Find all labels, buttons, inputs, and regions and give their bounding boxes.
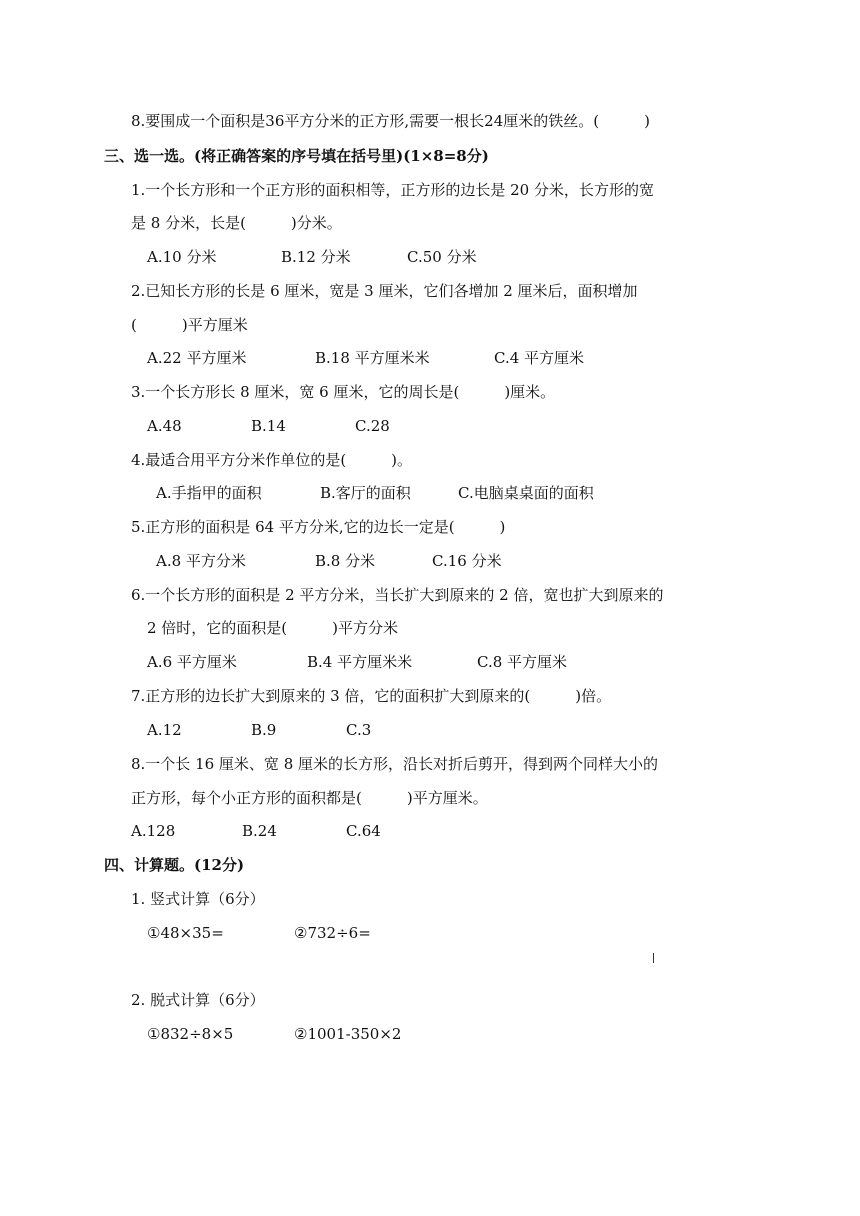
stepwise-calc-expr-2: ②1001-350×2 [294, 1025, 402, 1043]
vertical-calc-expr-1: ①48×35= [147, 924, 224, 942]
question-6-option-a: A.6 平方厘米 [147, 653, 237, 671]
question-6-option-b: B.4 平方厘米米 [307, 653, 413, 671]
question-1-line-1: 1.一个长方形和一个正方形的面积相等，正方形的边长是 20 分米，长方形的宽 [131, 181, 654, 199]
section-3-heading: 三、选一选。(将正确答案的序号填在括号里)(1×8=8分) [104, 147, 489, 165]
question-5-option-a: A.8 平方分米 [156, 552, 246, 570]
question-6-line-1: 6.一个长方形的面积是 2 平方分米，当长扩大到原来的 2 倍，宽也扩大到原来的 [131, 586, 664, 604]
vertical-calc-expr-2: ②732÷6= [294, 924, 371, 942]
stepwise-calc-expr-1: ①832÷8×5 [147, 1025, 234, 1043]
question-5-option-b: B.8 分米 [315, 552, 376, 570]
question-5-line-1: 5.正方形的面积是 64 平方分米,它的边长一定是( ) [131, 518, 506, 536]
question-8-option-c: C.64 [346, 822, 381, 840]
previous-item-8: 8.要围成一个面积是36平方分米的正方形,需要一根长24厘米的铁丝。( ) [131, 112, 650, 130]
question-3-option-a: A.48 [147, 417, 182, 435]
question-6-option-c: C.8 平方厘米 [477, 653, 568, 671]
question-4-option-c: C.电脑桌桌面的面积 [458, 484, 594, 502]
stray-mark [653, 953, 654, 963]
question-3-option-b: B.14 [251, 417, 286, 435]
question-1-option-c: C.50 分米 [407, 248, 477, 266]
question-2-option-a: A.22 平方厘米 [147, 349, 247, 367]
question-2-option-c: C.4 平方厘米 [494, 349, 585, 367]
question-6-line-2: 2 倍时，它的面积是( )平方分米 [147, 619, 399, 637]
question-3-line-1: 3.一个长方形长 8 厘米，宽 6 厘米，它的周长是( )厘米。 [131, 383, 556, 401]
question-4-option-a: A.手指甲的面积 [156, 484, 262, 502]
section-4-heading: 四、计算题。(12分) [104, 856, 245, 874]
question-4-line-1: 4.最适合用平方分米作单位的是( )。 [131, 451, 413, 469]
question-7-option-b: B.9 [251, 721, 277, 739]
question-5-option-c: C.16 分米 [432, 552, 502, 570]
question-2-option-b: B.18 平方厘米米 [315, 349, 430, 367]
question-1-option-b: B.12 分米 [281, 248, 351, 266]
question-1-option-a: A.10 分米 [147, 248, 217, 266]
question-2-line-1: 2.已知长方形的长是 6 厘米，宽是 3 厘米，它们各增加 2 厘米后，面积增加 [131, 282, 638, 300]
question-1-line-2: 是 8 分米，长是( )分米。 [131, 214, 342, 232]
question-8-option-b: B.24 [242, 822, 277, 840]
question-8-line-1: 8.一个长 16 厘米、宽 8 厘米的长方形，沿长对折后剪开，得到两个同样大小的 [131, 755, 659, 773]
vertical-calc-title: 1. 竖式计算（6分） [131, 890, 265, 908]
stepwise-calc-title: 2. 脱式计算（6分） [131, 991, 265, 1009]
question-7-line-1: 7.正方形的边长扩大到原来的 3 倍，它的面积扩大到原来的( )倍。 [131, 687, 612, 705]
question-3-option-c: C.28 [355, 417, 390, 435]
question-7-option-c: C.3 [346, 721, 372, 739]
question-2-line-2: ( )平方厘米 [131, 316, 248, 334]
question-4-option-b: B.客厅的面积 [320, 484, 411, 502]
question-8-option-a: A.128 [131, 822, 176, 840]
question-8-line-2: 正方形，每个小正方形的面积都是( )平方厘米。 [131, 789, 488, 807]
question-7-option-a: A.12 [147, 721, 182, 739]
